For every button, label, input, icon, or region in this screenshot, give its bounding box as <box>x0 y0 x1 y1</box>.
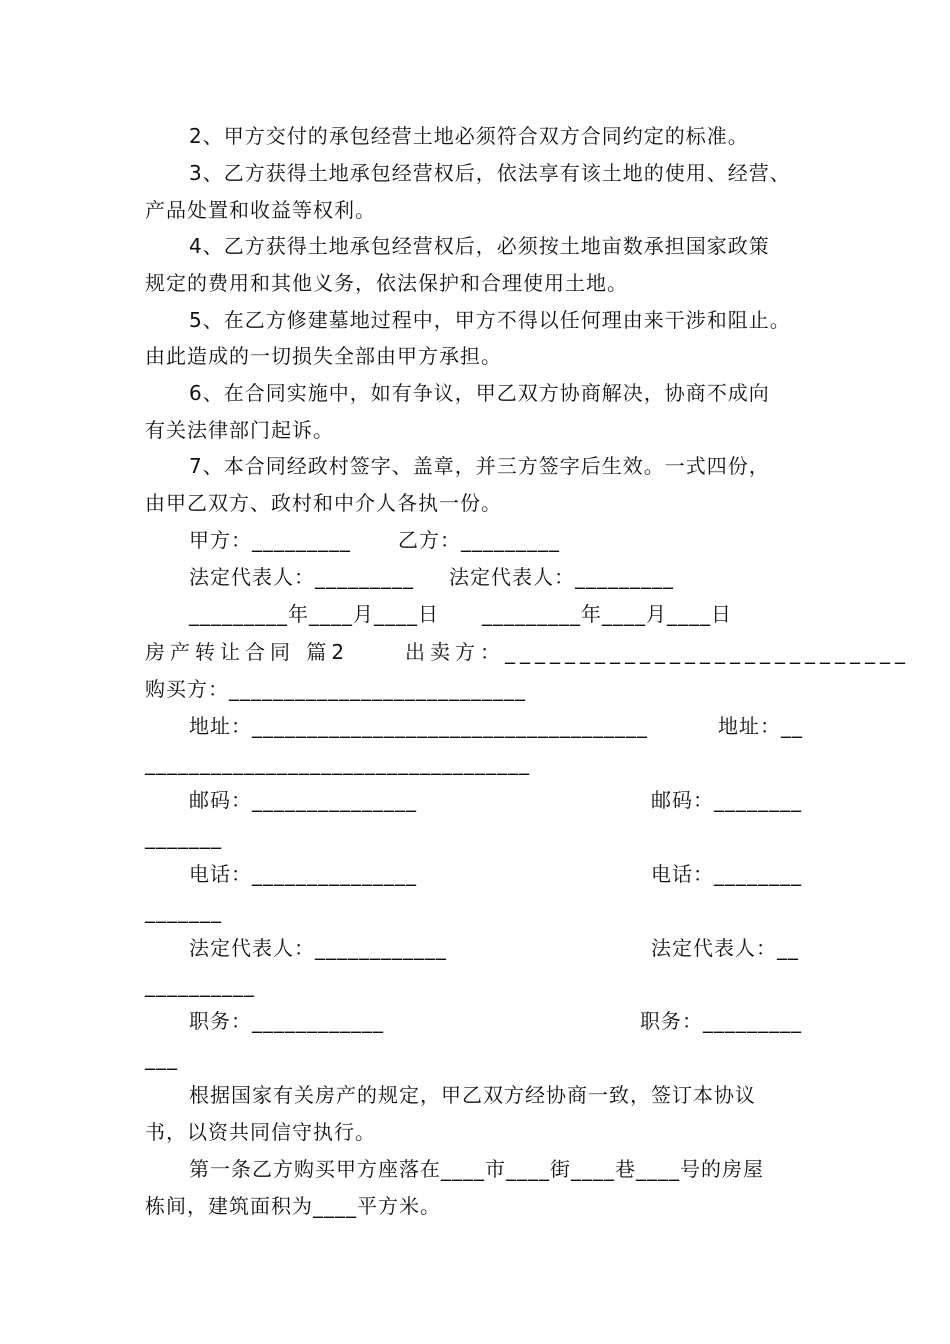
post-a-field: 职务：____________ <box>189 1009 384 1033</box>
clause-3-line-2 <box>0 192 950 228</box>
seller-field: 出卖方：___________________________ <box>405 640 910 664</box>
clause-7-text-1: 7、本合同经政村签字、盖章，并三方签字后生效。一式四份， <box>189 454 770 478</box>
party-b-signature: 乙方：_________ <box>398 528 560 552</box>
clause-6-text-2: 有关法律部门起诉。 <box>145 418 334 442</box>
party-a-representative: 法定代表人：_________ <box>189 565 414 589</box>
post-line <box>0 1003 950 1039</box>
contract-2-title: 房产转让合同 篇2 <box>145 640 350 664</box>
contract-2-heading <box>0 634 950 670</box>
clause-2 <box>0 118 950 154</box>
phone-b-blank: _______ <box>145 899 222 923</box>
address-continuation <box>0 745 950 781</box>
zip-b-blank: _______ <box>145 825 222 849</box>
clause-6-line-1 <box>0 375 950 411</box>
clause-5-line-2 <box>0 338 950 374</box>
preamble-line-2 <box>0 1114 950 1150</box>
signature-dates <box>0 596 950 632</box>
party-a-signature: 甲方：_________ <box>189 528 351 552</box>
zip-continuation <box>0 819 950 855</box>
post-continuation <box>0 1040 950 1076</box>
representative-a-field: 法定代表人：____________ <box>189 936 447 960</box>
clause-7-line-1 <box>0 448 950 484</box>
party-b-date: _________年____月____日 <box>482 602 732 626</box>
article-1-text-2: 栋间，建筑面积为____平方米。 <box>145 1194 441 1218</box>
buyer-line <box>0 671 950 707</box>
zip-a-field: 邮码：_______________ <box>189 788 417 812</box>
buyer-field: 购买方：___________________________ <box>145 677 526 701</box>
phone-b-field: 电话：________ <box>651 862 802 886</box>
clause-4-line-2 <box>0 265 950 301</box>
signature-representatives <box>0 559 950 595</box>
zip-line <box>0 782 950 818</box>
signature-parties <box>0 522 950 558</box>
clause-5-text-1: 5、在乙方修建墓地过程中，甲方不得以任何理由来干涉和阻止。 <box>189 308 791 332</box>
phone-line <box>0 856 950 892</box>
clause-4-text-1: 4、乙方获得土地承包经营权后，必须按土地亩数承担国家政策 <box>189 234 770 258</box>
clause-6-line-2 <box>0 412 950 448</box>
clause-4-text-2: 规定的费用和其他义务，依法保护和合理使用土地。 <box>145 271 628 295</box>
clause-4-line-1 <box>0 228 950 264</box>
party-b-representative: 法定代表人：_________ <box>449 565 674 589</box>
address-line <box>0 708 950 744</box>
phone-continuation <box>0 893 950 929</box>
preamble-line-1 <box>0 1077 950 1113</box>
representative-b-blank: __________ <box>145 973 255 997</box>
clause-3-text-1: 3、乙方获得土地承包经营权后，依法享有该土地的使用、经营、 <box>189 161 791 185</box>
address-a-field: 地址：____________________________________ <box>189 714 648 738</box>
clause-3-line-1 <box>0 155 950 191</box>
zip-b-field: 邮码：________ <box>651 788 802 812</box>
preamble-text-1: 根据国家有关房产的规定，甲乙双方经协商一致，签订本协议 <box>189 1083 756 1107</box>
article-1-line-2 <box>0 1188 950 1224</box>
representative-continuation <box>0 967 950 1003</box>
representative-b-field: 法定代表人：__ <box>651 936 799 960</box>
address-b-blank: ___________________________________ <box>145 751 530 775</box>
post-b-field: 职务：_________ <box>640 1009 802 1033</box>
representative-line <box>0 930 950 966</box>
clause-5-text-2: 由此造成的一切损失全部由甲方承担。 <box>145 344 502 368</box>
article-1-line-1 <box>0 1151 950 1187</box>
post-b-blank: ___ <box>145 1046 178 1070</box>
address-b-field: 地址：__ <box>718 714 803 738</box>
clause-6-text-1: 6、在合同实施中，如有争议，甲乙双方协商解决，协商不成向 <box>189 381 770 405</box>
clause-7-line-2 <box>0 485 950 521</box>
clause-7-text-2: 由甲乙双方、政村和中介人各执一份。 <box>145 491 502 515</box>
clause-5-line-1 <box>0 302 950 338</box>
party-a-date: _________年____月____日 <box>189 602 439 626</box>
clause-3-text-2: 产品处置和收益等权利。 <box>145 198 376 222</box>
article-1-text-1: 第一条乙方购买甲方座落在____市____街____巷____号的房屋 <box>189 1157 764 1181</box>
preamble-text-2: 书，以资共同信守执行。 <box>145 1120 376 1144</box>
clause-2-text: 2、甲方交付的承包经营土地必须符合双方合同约定的标准。 <box>189 124 749 148</box>
phone-a-field: 电话：_______________ <box>189 862 417 886</box>
